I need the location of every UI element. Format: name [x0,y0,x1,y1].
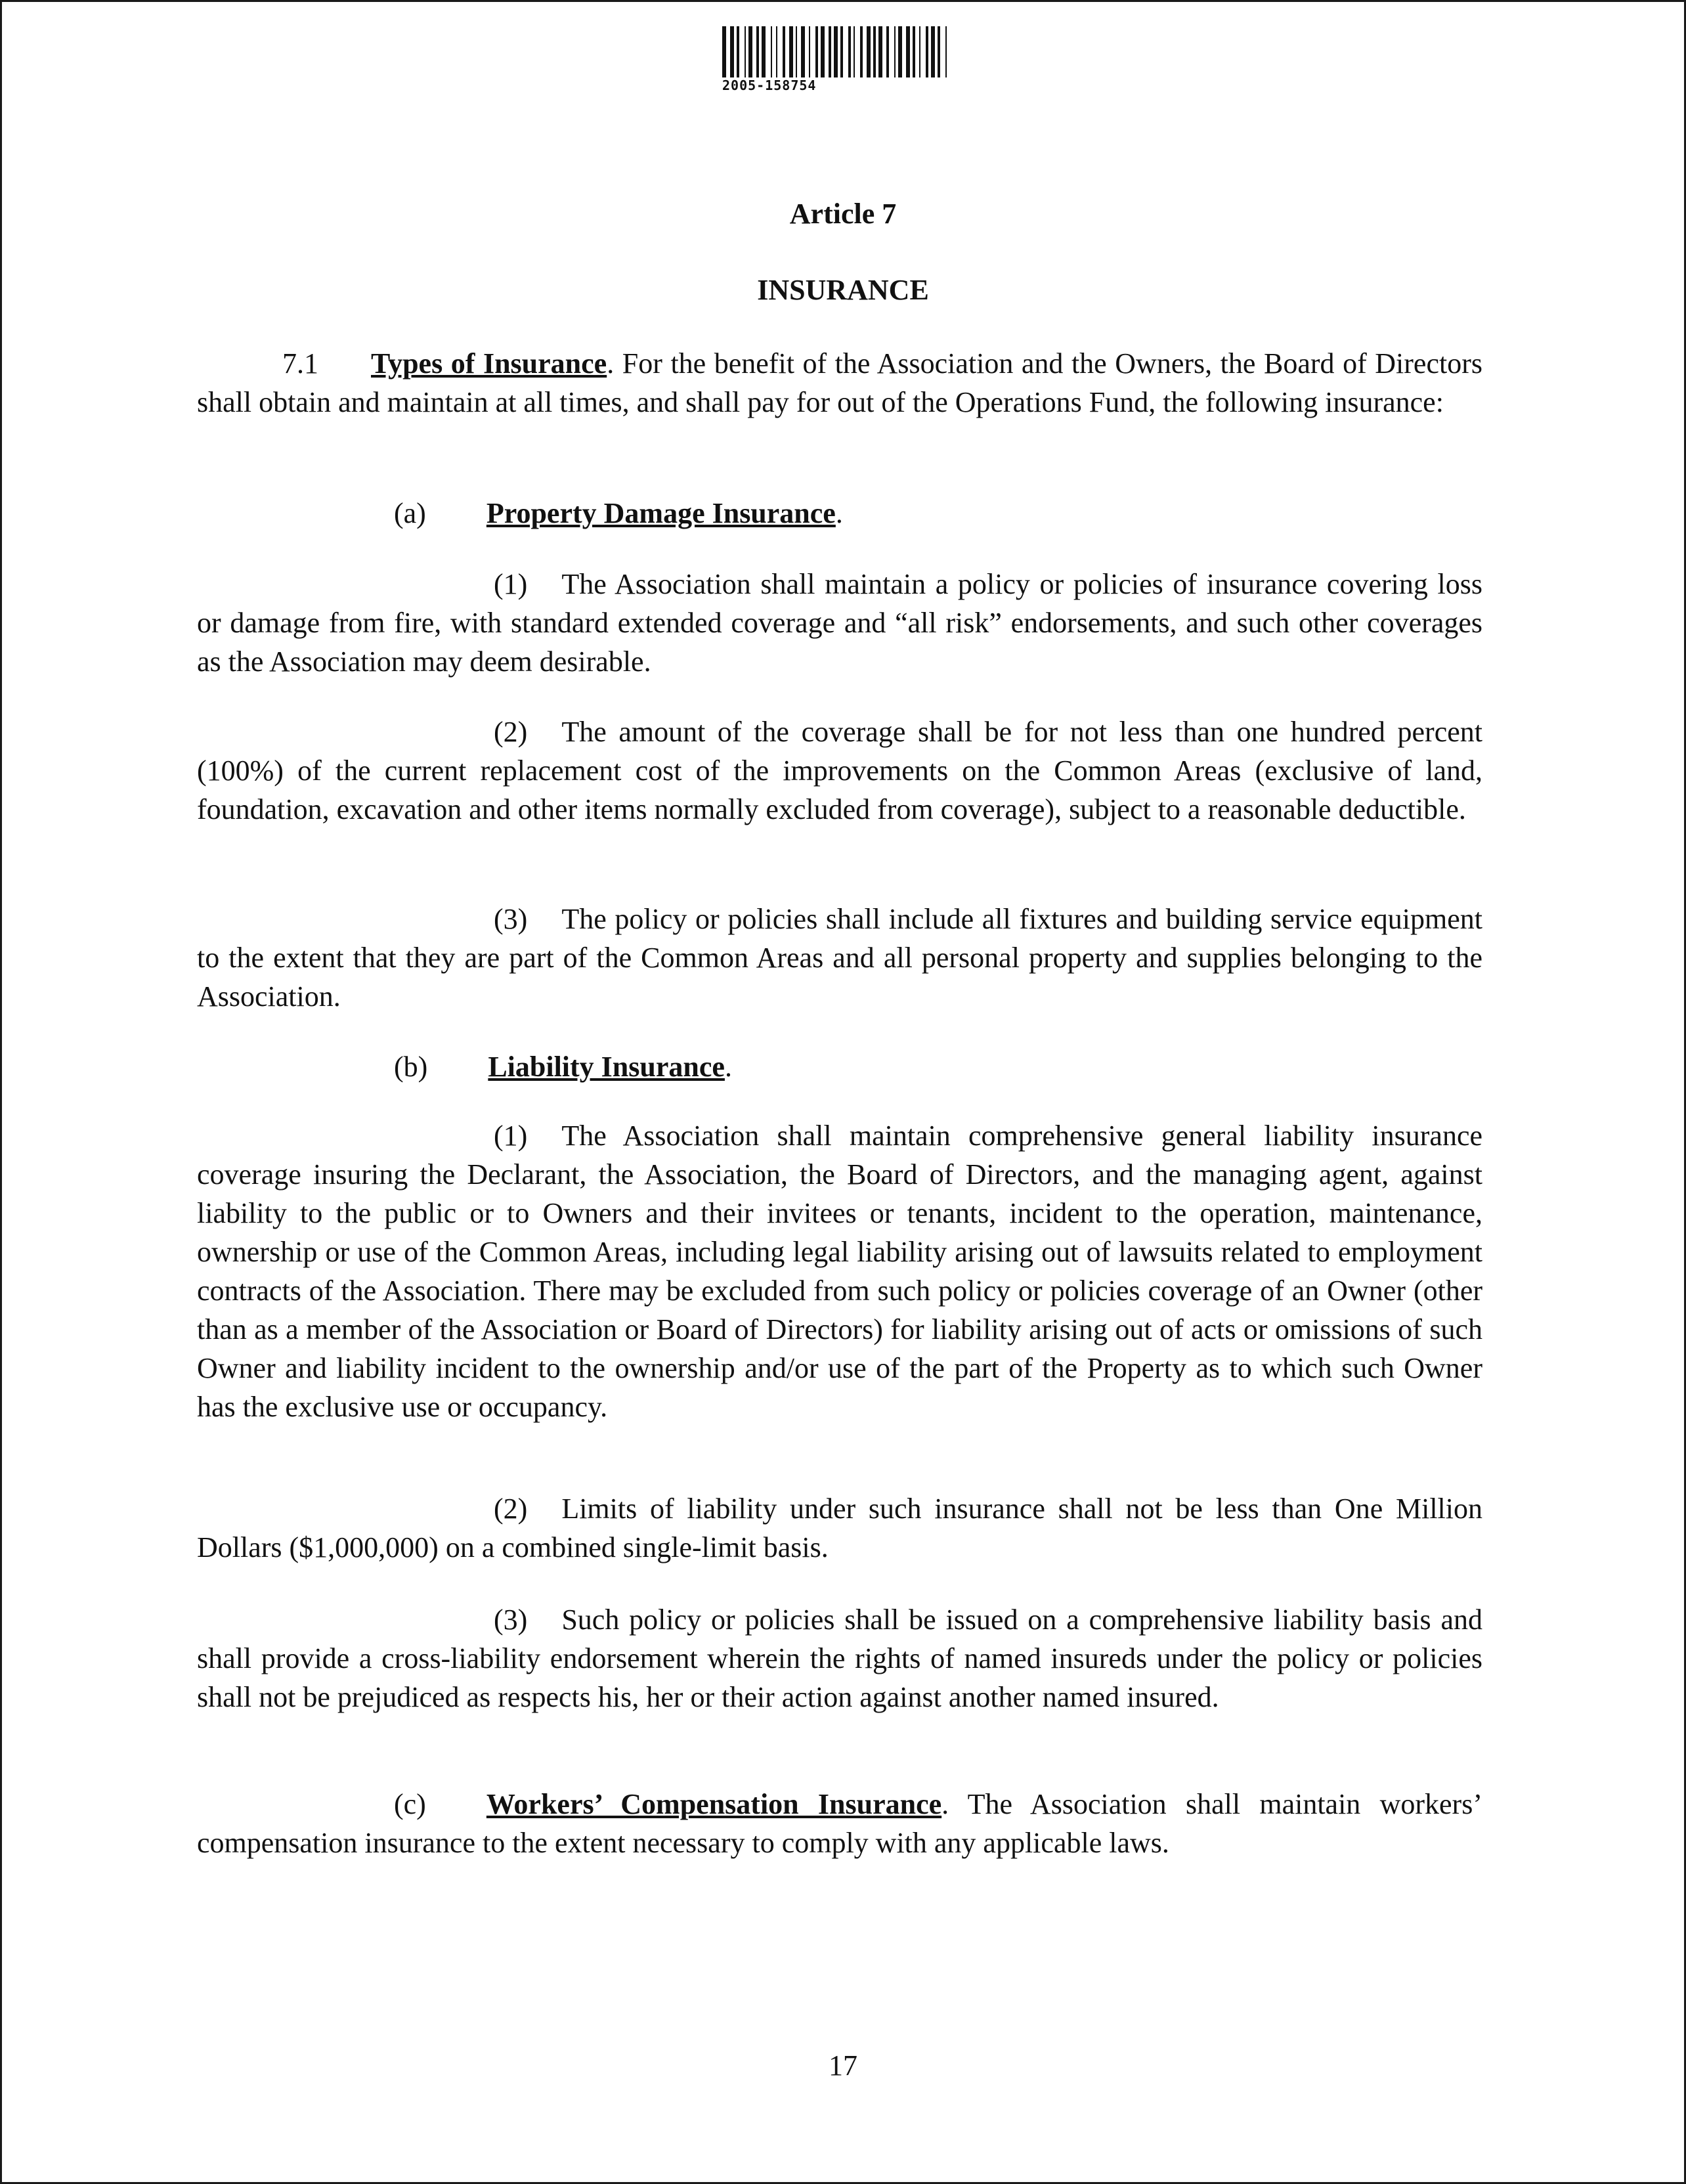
section-number: 7.1 [282,347,318,380]
article-title: Article 7 [789,198,897,230]
item-text: The Association shall maintain comprehensive general liability insurance coverage insuring the Declarant, the Association, the Board of Directors, and the managing agent, against liability to the public or to Owners and their invitees or tenants, incident to the operation, maintenance, ownership or use of the Common Areas, including legal liability arising out of lawsuits related to employment contracts of the Association. There may be excluded from such policy or policies coverage of an Owner (other than as a member of the Association or Board of Directors) for liability arising out of acts or omissions of such Owner and liability incident to the ownership and/or use of the part of the Property as to which such Owner has the exclusive use or occupancy. [197,1120,1482,1423]
subsection-label: (b) [394,1051,428,1083]
subsection-c-paragraph [197,1785,1482,1862]
subsection-a-heading: (a) Property Damage Insurance. [394,497,843,529]
item-text: The Association shall maintain a policy or policies of insurance covering loss or damage from fire, with standard extended coverage and “all risk” endorsements, and such other coverages as the Association may deem desirable. [197,568,1482,678]
page-number: 17 [829,2049,857,2082]
item-text: Limits of liability under such insurance shall not be less than One Million Dollars ($1,000,000) on a combined single-limit basis. [197,1493,1482,1563]
section-7-1-paragraph [197,344,1482,422]
item-label: (2) [494,716,528,748]
item-text: The amount of the coverage shall be for not less than one hundred percent (100%) of the current replacement cost of the improvements on the Common Areas (exclusive of land, foundation, excavation and other items normally excluded from coverage), subject to a reasonable deductible. [197,716,1482,825]
subsection-label: (a) [394,497,426,529]
item-label: (3) [494,1604,528,1636]
subsection-a-item-3 [197,900,1482,1016]
item-label: (2) [494,1493,528,1525]
subsection-b-item-3 [197,1600,1482,1716]
section-title: Types of Insurance [371,347,607,380]
barcode [721,26,1018,77]
section-heading: INSURANCE [757,274,929,306]
subsection-title: Liability Insurance [488,1051,725,1083]
subsection-title: Property Damage Insurance [486,497,836,529]
subsection-b-heading: (b) Liability Insurance. [394,1051,732,1083]
section-text: . For the benefit of the Association and the Owners, the Board of Directors shall obtain and maintain at all times, and shall pay for out of the Operations Fund, the following insurance: [197,347,1482,418]
item-label: (1) [494,568,528,600]
subsection-title: Workers’ Compensation Insurance [486,1788,942,1820]
item-label: (1) [494,1120,528,1152]
subsection-a-item-1 [197,565,1482,681]
document-number: 2005-158754 [722,77,817,93]
subsection-text: . The Association shall maintain workers’ compensation insurance to the extent necessary to comply with any applicable laws. [197,1788,1482,1859]
subsection-b-item-1 [197,1116,1482,1426]
subsection-b-item-2 [197,1489,1482,1567]
item-text: Such policy or policies shall be issued on a comprehensive liability basis and shall provide a cross-liability endorsement wherein the rights of named insureds under the policy or policies shall not be prejudiced as respects his, her or their action against another named insured. [197,1604,1482,1713]
item-label: (3) [494,903,528,935]
subsection-label: (c) [394,1788,426,1820]
page-border-top [0,0,1686,2]
subsection-a-item-2 [197,712,1482,829]
item-text: The policy or policies shall include all fixtures and building service equipment to the extent that they are part of the Common Areas and all personal property and supplies belonging to the Association. [197,903,1482,1013]
page-border-left [0,0,2,2184]
